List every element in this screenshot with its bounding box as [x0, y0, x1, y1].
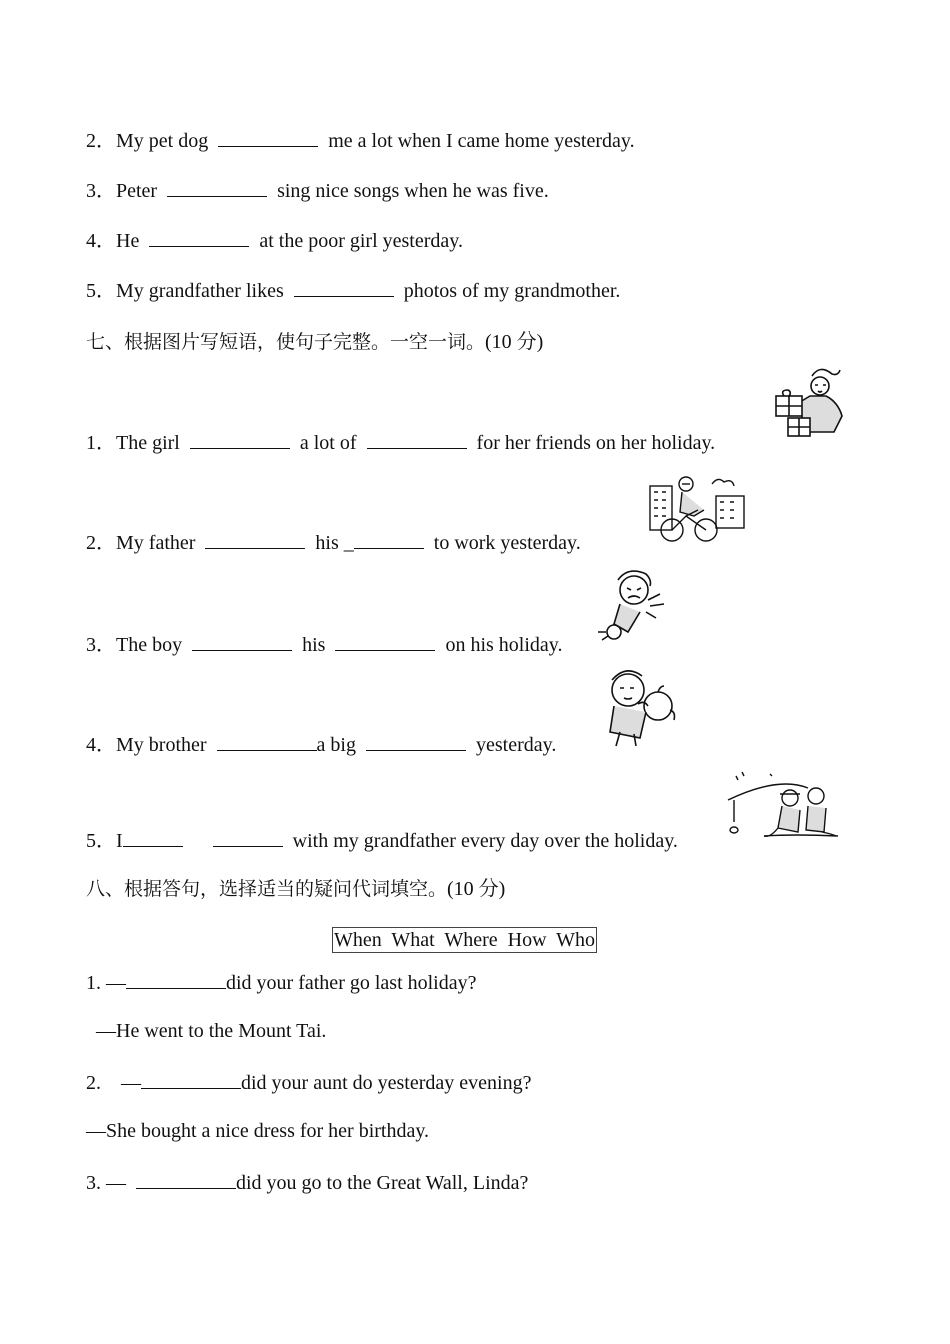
item-text: on his holiday. — [445, 634, 563, 656]
item-text: with my grandfather every day over the holiday. — [292, 830, 678, 852]
item-text: me a lot when I came home yesterday. — [328, 130, 635, 152]
item-text: did you go to the Great Wall, Linda? — [236, 1172, 529, 1194]
section-7-heading — [86, 325, 543, 354]
item-text: his _ — [315, 532, 354, 554]
exercise-7-item-1 — [86, 426, 715, 455]
item-text: My pet dog — [116, 130, 209, 152]
exercise-7-item-2 — [86, 526, 581, 555]
section-8-heading — [86, 872, 505, 901]
item-text: did your father go last holiday? — [226, 972, 477, 994]
item-text: The girl — [116, 432, 180, 454]
item-number: 3. — — [86, 1172, 126, 1194]
item-number: 3． — [86, 634, 116, 656]
exercise-8-item-2-question — [86, 1070, 531, 1095]
item-text: to work yesterday. — [433, 532, 581, 554]
answer-blank[interactable] — [123, 828, 183, 847]
section-title: 八、根据答句，选择适当的疑问代词填空。 — [86, 878, 448, 900]
item-text: I — [116, 830, 123, 852]
item-number: 5． — [86, 830, 116, 852]
exercise-7-item-5 — [86, 824, 678, 853]
item-number: 4． — [86, 734, 116, 756]
exercise-6-item-2 — [86, 124, 635, 153]
answer-blank[interactable] — [354, 530, 424, 549]
answer-blank[interactable] — [149, 228, 249, 247]
exercise-8-item-2-answer — [86, 1120, 429, 1143]
answer-blank[interactable] — [213, 828, 283, 847]
item-text: My father — [116, 532, 196, 554]
answer-blank[interactable] — [367, 430, 467, 449]
item-text: for her friends on her holiday. — [476, 432, 716, 454]
exercise-7-item-4 — [86, 728, 556, 757]
item-text: yesterday. — [475, 734, 557, 756]
item-text: My brother — [116, 734, 207, 756]
item-number: 4． — [86, 230, 116, 252]
word-bank-box — [332, 927, 597, 953]
exercise-8-item-1-question — [86, 970, 477, 995]
answer-text: —She bought a nice dress for her birthday. — [86, 1120, 430, 1142]
exercise-8-item-3-question — [86, 1170, 528, 1195]
answer-blank[interactable] — [136, 1170, 236, 1189]
item-text: a lot of — [299, 432, 357, 454]
answer-blank[interactable] — [205, 530, 305, 549]
item-number: 5． — [86, 280, 116, 302]
answer-text: —He went to the Mount Tai. — [96, 1020, 327, 1042]
item-number: 1. — — [86, 972, 126, 994]
boy-breaking-arm-icon — [594, 566, 672, 650]
item-number: 3． — [86, 180, 116, 202]
item-number: 2． — [86, 532, 116, 554]
answer-blank[interactable] — [141, 1070, 241, 1089]
item-number: 1． — [86, 432, 116, 454]
exercise-6-item-3 — [86, 174, 549, 203]
answer-blank[interactable] — [366, 732, 466, 751]
exercise-7-item-3 — [86, 628, 562, 657]
answer-blank[interactable] — [190, 430, 290, 449]
answer-blank[interactable] — [217, 732, 317, 751]
item-text: his — [302, 634, 326, 656]
item-text: The boy — [116, 634, 183, 656]
word-bank-text: When What Where How Who — [334, 929, 596, 951]
answer-blank[interactable] — [192, 632, 292, 651]
answer-blank[interactable] — [335, 632, 435, 651]
section-score: (10 分) — [485, 331, 544, 353]
item-number: 2． — [86, 130, 116, 152]
section-title: 七、根据图片写短语，使句子完整。一空一词。 — [86, 331, 486, 353]
item-text: at the poor girl yesterday. — [259, 230, 463, 252]
girl-with-gifts-icon — [770, 366, 850, 448]
boy-eating-apple-icon — [600, 664, 686, 750]
answer-blank[interactable] — [126, 970, 226, 989]
exercise-6-item-4 — [86, 224, 463, 253]
man-riding-bike-icon — [644, 472, 754, 548]
item-number: 2. — — [86, 1072, 141, 1094]
answer-blank[interactable] — [167, 178, 267, 197]
exercise-8-item-1-answer — [96, 1020, 326, 1043]
answer-blank[interactable] — [294, 278, 394, 297]
section-score: (10 分) — [447, 878, 506, 900]
item-text: did your aunt do yesterday evening? — [241, 1072, 532, 1094]
item-text: sing nice songs when he was five. — [277, 180, 549, 202]
item-text: photos of my grandmother. — [403, 280, 621, 302]
answer-blank[interactable] — [218, 128, 318, 147]
item-text: He — [116, 230, 140, 252]
item-text: a big — [316, 734, 356, 756]
item-text: My grandfather likes — [116, 280, 284, 302]
item-text: Peter — [116, 180, 158, 202]
exercise-6-item-5 — [86, 274, 620, 303]
fishing-icon — [724, 770, 842, 846]
